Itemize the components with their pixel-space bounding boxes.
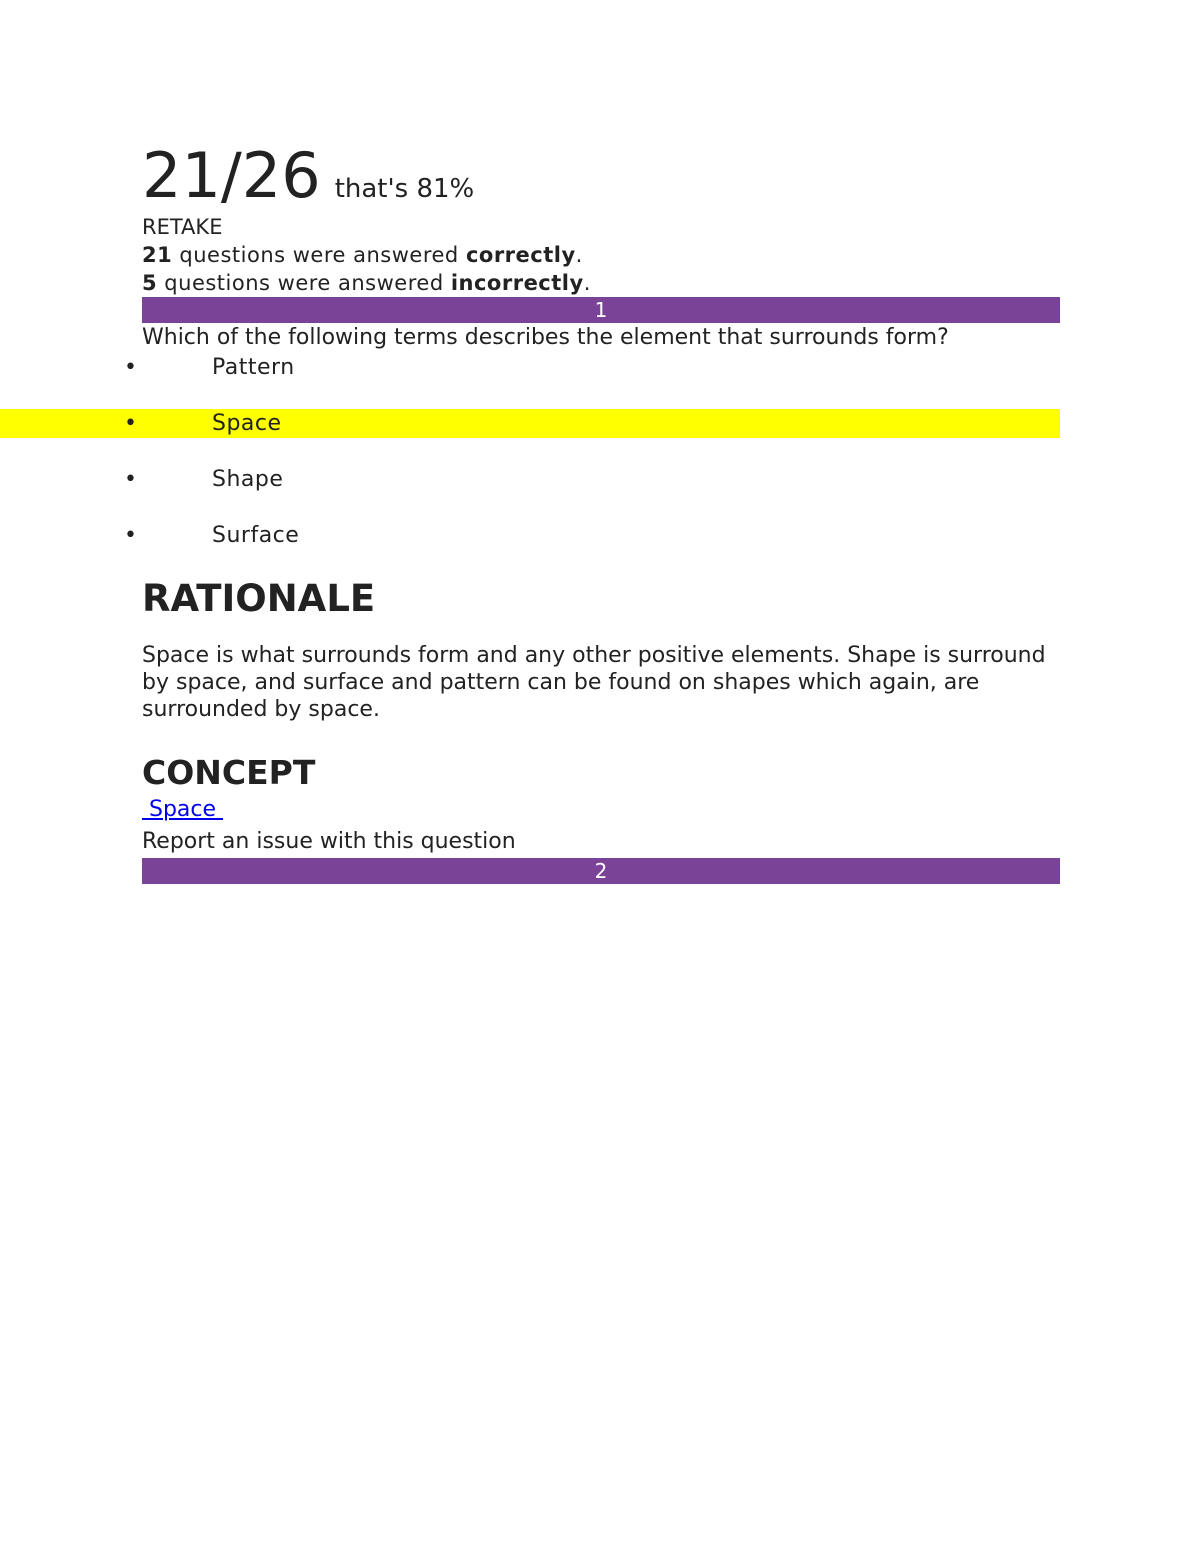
rationale-heading: RATIONALE bbox=[142, 577, 376, 620]
concept-link-space[interactable]: Space bbox=[142, 797, 224, 822]
answer-label: Space bbox=[212, 411, 282, 436]
bullet-icon: • bbox=[124, 355, 137, 380]
report-issue-link[interactable]: Report an issue with this question bbox=[142, 829, 516, 854]
score-fraction: 21/26 bbox=[142, 139, 321, 212]
bullet-icon: • bbox=[124, 411, 137, 436]
incorrect-summary-text: questions were answered bbox=[157, 271, 451, 295]
correct-summary-text: questions were answered bbox=[172, 243, 466, 267]
question-text: Which of the following terms describes the element that surrounds form? bbox=[142, 325, 949, 350]
question-number-bar: 1 bbox=[142, 297, 1060, 323]
answer-label: Shape bbox=[212, 467, 284, 492]
score-header bbox=[142, 140, 1060, 212]
bullet-icon: • bbox=[124, 467, 137, 492]
answer-option-shape[interactable] bbox=[0, 465, 1060, 494]
score-percent: that's 81% bbox=[334, 174, 475, 204]
quiz-results-page bbox=[124, 139, 1060, 884]
incorrect-summary bbox=[142, 269, 1060, 297]
concept-heading: CONCEPT bbox=[142, 753, 316, 792]
retake-link[interactable]: RETAKE bbox=[142, 215, 223, 239]
correct-word: correctly bbox=[465, 243, 576, 267]
rationale-text: Space is what surrounds form and any other positive elements. Shape is surround by space, and surface and pattern can be found on shapes which again, are surrounded by space. bbox=[142, 643, 1046, 722]
correct-summary bbox=[142, 241, 1060, 269]
answer-option-pattern[interactable] bbox=[0, 353, 1060, 382]
incorrect-word: incorrectly bbox=[450, 271, 584, 295]
question-number-bar-2: 2 bbox=[142, 858, 1060, 884]
bullet-icon: • bbox=[124, 523, 137, 548]
answer-list bbox=[0, 353, 1060, 550]
correct-period: . bbox=[575, 243, 583, 267]
answer-label: Surface bbox=[212, 523, 300, 548]
answer-label: Pattern bbox=[212, 355, 295, 380]
incorrect-count: 5 bbox=[142, 271, 158, 295]
correct-count: 21 bbox=[142, 243, 173, 267]
answer-option-space[interactable] bbox=[0, 409, 1060, 438]
answer-option-surface[interactable] bbox=[0, 521, 1060, 550]
incorrect-period: . bbox=[583, 271, 591, 295]
